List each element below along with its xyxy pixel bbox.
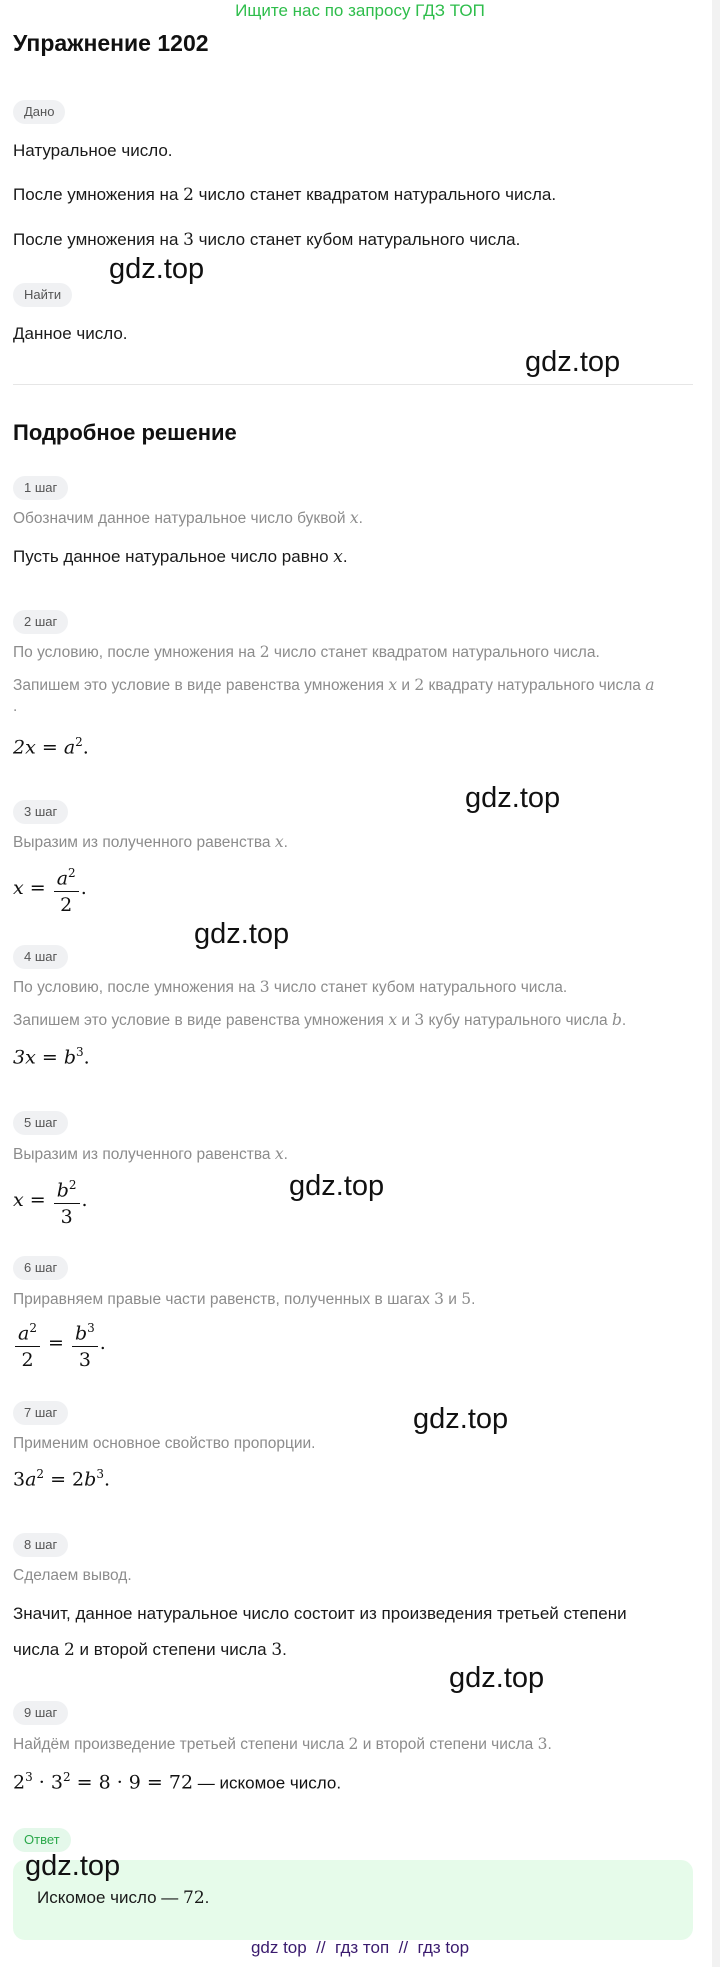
step-8-hint: Сделаем вывод.: [13, 1567, 132, 1584]
step-5-hint: Выразим из полученного равенства x.: [13, 1145, 288, 1163]
given-chip: Дано: [13, 100, 65, 124]
watermark: gdz.top: [289, 1170, 385, 1202]
watermark: gdz.top: [194, 918, 290, 950]
step-7-formula: $3a^2 = 2b^3$.: [13, 1467, 111, 1491]
step-4-chip: 4 шаг: [13, 945, 68, 969]
given-line-3: После умножения на 3 число станет кубом натурального числа.: [13, 230, 521, 250]
answer-chip: Ответ: [13, 1828, 71, 1852]
step-7-hint: Применим основное свойство пропорции.: [13, 1435, 316, 1452]
step-6-hint: Приравняем правые части равенств, полученных в шагах 3 и 5.: [13, 1290, 476, 1308]
step-9-hint: Найдём произведение третьей степени числа 2 и второй степени числа 3.: [13, 1735, 552, 1753]
step-2-chip: 2 шаг: [13, 610, 68, 634]
step-4-hint-1: По условию, после умножения на 3 число станет кубом натурального числа.: [13, 978, 568, 996]
step-3-formula: x = $\frac{a^2}{2}$ .: [13, 860, 87, 918]
scrollbar[interactable]: [712, 0, 720, 1967]
step-1-hint: Обозначим данное натуральное число буквой x.: [13, 509, 363, 527]
given-line-2: После умножения на 2 число станет квадратом натурального числа.: [13, 185, 557, 205]
step-1-chip: 1 шаг: [13, 476, 68, 500]
step-6-formula: $\frac{a^2}{2}$ = $\frac{b^3}{3}$ .: [13, 1315, 106, 1373]
answer-text: Искомое число — 72.: [37, 1888, 210, 1908]
step-2-hint-dot: .: [13, 698, 18, 715]
step-9-formula: $2^3 \cdot 3^2 = 8 \cdot 9 = 72$ — искомое число.: [13, 1770, 342, 1794]
step-2-formula: $2x = a^2$.: [13, 735, 89, 759]
watermark: gdz.top: [465, 782, 561, 814]
step-8-chip: 8 шаг: [13, 1533, 68, 1557]
step-8-text-2: числа 2 и второй степени числа 3.: [13, 1640, 287, 1660]
step-7-chip: 7 шаг: [13, 1401, 68, 1425]
step-2-hint-1: По условию, после умножения на 2 число станет квадратом натурального числа.: [13, 643, 600, 661]
watermark: gdz.top: [449, 1662, 545, 1694]
divider: [13, 384, 693, 385]
step-4-formula: $3x = b^3$.: [13, 1045, 90, 1069]
find-line: Данное число.: [13, 324, 128, 343]
watermark: gdz.top: [413, 1403, 509, 1435]
watermark: gdz.top: [525, 346, 621, 378]
top-banner: Ищите нас по запросу ГДЗ ТОП: [235, 1, 485, 20]
footer-links[interactable]: gdz top // гдз топ // гдз top: [250, 1938, 470, 1957]
solution-title: Подробное решение: [13, 420, 237, 445]
step-5-chip: 5 шаг: [13, 1111, 68, 1135]
step-1-text: Пусть данное натуральное число равно x.: [13, 547, 348, 567]
step-5-formula: x = $\frac{b^2}{3}$ .: [13, 1172, 88, 1230]
step-3-hint: Выразим из полученного равенства x.: [13, 833, 288, 851]
step-4-hint-2: Запишем это условие в виде равенства умножения x и 3 кубу натурального числа b.: [13, 1011, 627, 1029]
find-chip: Найти: [13, 283, 72, 307]
step-3-chip: 3 шаг: [13, 800, 68, 824]
given-line-1: Натуральное число.: [13, 141, 173, 160]
step-2-hint-2: Запишем это условие в виде равенства умножения x и 2 квадрату натурального числа a: [13, 676, 655, 694]
watermark: gdz.top: [25, 1850, 121, 1882]
page-title: Упражнение 1202: [13, 30, 209, 56]
step-6-chip: 6 шаг: [13, 1256, 68, 1280]
step-8-text-1: Значит, данное натуральное число состоит из произведения третьей степени: [13, 1604, 627, 1623]
watermark: gdz.top: [109, 253, 205, 285]
step-9-chip: 9 шаг: [13, 1701, 68, 1725]
